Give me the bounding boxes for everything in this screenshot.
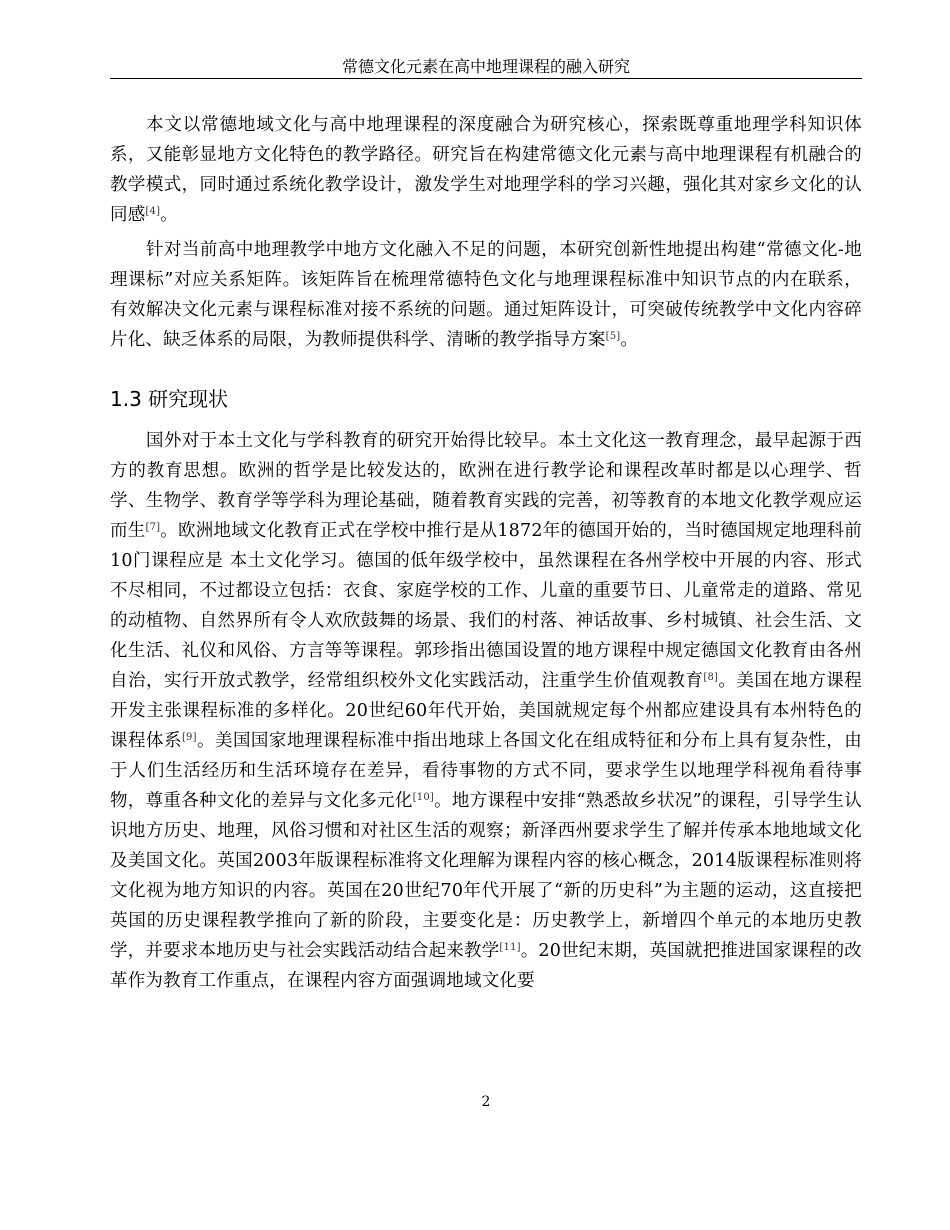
paragraph-matrix — [110, 235, 862, 355]
running-header: 常德文化元素在高中地理课程的融入研究 — [341, 57, 630, 76]
citation-ref: [11] — [499, 942, 521, 953]
citation-ref: [10] — [412, 792, 434, 803]
paragraph-text: 。 — [620, 330, 639, 350]
page-number: 2 — [481, 1094, 491, 1110]
header-rule — [110, 78, 862, 79]
paragraph-text: 。欧洲地域文化教育正式在学校中推行是从1872年的德国开始的，当时德国规定地理科前10门课程应是 本土文化学习。德国的低年级学校中，虽然课程在各州学校中开展的内容、形式不尽相同，不过都设立包括：衣食、家庭学校的工作、儿童的重要节日、儿童常走的道路、常见的动植物、自然界所有令人欢欣鼓舞的场景、我们的村落、神话故事、乡村城镇、社会生活、文化生活、礼仪和风俗、方言等等课程。郭珍指出德国设置的地方课程中规定德国文化教育由各州自治，实行开放式教学，经常组织校外文化实践活动，注重学生价值观教育 — [110, 521, 862, 691]
paragraph-research-status — [110, 426, 862, 996]
citation-ref: [9] — [181, 732, 197, 743]
citation-ref: [7] — [145, 522, 161, 533]
paragraph-text: 。 — [160, 205, 178, 225]
paragraph-text: 。20世纪末期，英国就把推进国家课程的改革作为教育工作重点，在课程内容方面强调地域文化要 — [110, 941, 863, 991]
section-heading: 1.3 研究现状 — [110, 387, 229, 411]
paragraph-text: 。美国国家地理课程标准中指出地球上各国文化在组成特征和分布上具有复杂性，由于人们生活经历和生活环境存在差异，看待事物的方式不同，要求学生以地理学科视角看待事物，尊重各种文化的差异与文化多元化 — [110, 731, 862, 811]
paragraph-text: 。美国在地方课程开发主张课程标准的多样化。20世纪60年代开始，美国就规定每个州都应建设具有本州特色的课程体系 — [110, 671, 862, 751]
citation-ref: [5] — [605, 331, 621, 342]
citation-ref: [4] — [145, 206, 161, 217]
paragraph-text: 本文以常德地域文化与高中地理课程的深度融合为研究核心，探索既尊重地理学科知识体系，又能彰显地方文化特色的教学路径。研究旨在构建常德文化元素与高中地理课程有机融合的教学模式，同时通过系统化教学设计，激发学生对地理学科的学习兴趣，强化其对家乡文化的认同感 — [110, 115, 862, 225]
document-page — [110, 0, 862, 1230]
paragraph-text: 国外对于本土文化与学科教育的研究开始得比较早。本土文化这一教育理念，最早起源于西方的教育思想。欧洲的哲学是比较发达的，欧洲在进行教学论和课程改革时都是以心理学、哲学、生物学、教育学等学科为理论基础，随着教育实践的完善，初等教育的本地文化教学观应运而生 — [110, 431, 862, 541]
paragraph-text: 。地方课程中安排“熟悉故乡状况”的课程，引导学生认识地方历史、地理，风俗习惯和对社区生活的观察；新泽西州要求学生了解并传承本地地域文化及美国文化。英国2003年版课程标准将文化理解为课程内容的核心概念，2014版课程标准则将文化视为地方知识的内容。英国在20世纪70年代开展了“新的历史科”为主题的运动，这直接把英国的历史课程教学推向了新的阶段，主要变化是：历史教学上，新增四个单元的本地历史教学，并要求本地历史与社会实践活动结合起来教学 — [110, 791, 862, 961]
citation-ref: [8] — [703, 672, 719, 683]
paragraph-research-aim — [110, 110, 862, 230]
paragraph-text: 针对当前高中地理教学中地方文化融入不足的问题，本研究创新性地提出构建“常德文化-地理课标”对应关系矩阵。该矩阵旨在梳理常德特色文化与地理课程标准中知识节点的内在联系，有效解决文化元素与课程标准对接不系统的问题。通过矩阵设计，可突破传统教学中文化内容碎片化、缺乏体系的局限，为教师提供科学、清晰的教学指导方案 — [110, 240, 862, 350]
